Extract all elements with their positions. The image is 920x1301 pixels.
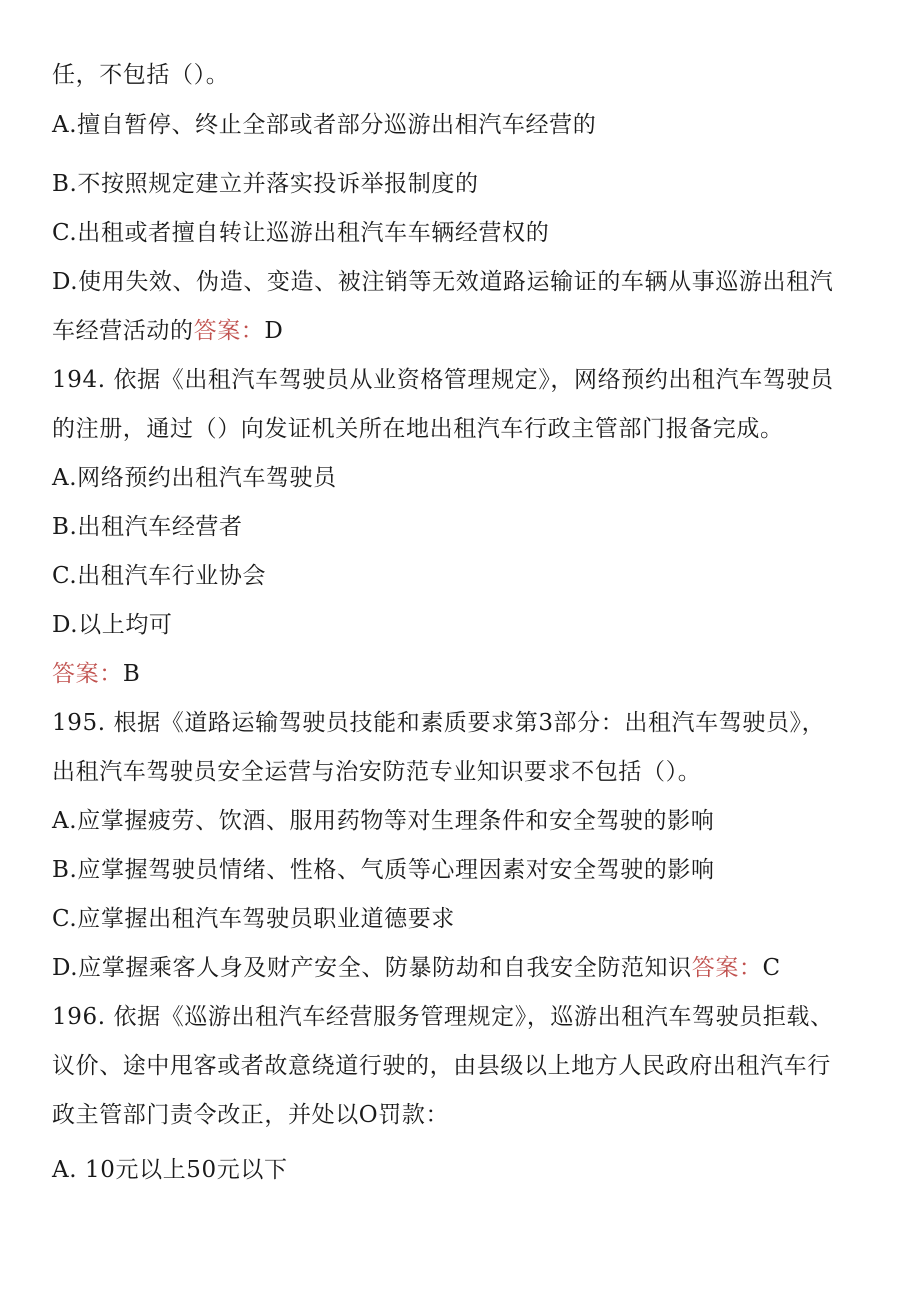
answer-label: 答案： [691, 955, 763, 981]
q195-stem-line2: 出租汽车驾驶员安全运营与治安防范专业知识要求不包括（）。 [52, 759, 702, 785]
q194-option-d: D.以上均可 [52, 612, 173, 638]
q194-stem-line1: 194. 依据《出租汽车驾驶员从业资格管理规定》，网络预约出租汽车驾驶员 [52, 367, 834, 393]
q195-option-b: B.应掌握驾驶员情绪、性格、气质等心理因素对安全驾驶的影响 [52, 857, 715, 883]
q196-stem-line1: 196. 依据《巡游出租汽车经营服务管理规定》，巡游出租汽车驾驶员拒载、 [52, 1004, 834, 1030]
q196-stem-line2: 议价、途中甩客或者故意绕道行驶的，由县级以上地方人民政府出租汽车行 [52, 1053, 831, 1079]
q194-option-c: C.出租汽车行业协会 [52, 563, 267, 589]
q195-option-d-text: D.应掌握乘客人身及财产安全、防暴防劫和自我安全防范知识 [52, 955, 692, 981]
q193-option-a: A.擅自暂停、终止全部或者部分巡游出相汽车经营的 [52, 112, 597, 138]
q193-stem-continuation: 任，不包括（）。 [52, 62, 230, 88]
answer-label: 答案： [52, 661, 123, 687]
q195-stem-line1: 195. 根据《道路运输驾驶员技能和素质要求第3部分：出租汽车驾驶员》， [52, 710, 826, 736]
q193-option-b: B.不按照规定建立并落实投诉举报制度的 [52, 171, 479, 197]
q193-option-c: C.出租或者擅自转让巡游出租汽车车辆经营权的 [52, 220, 550, 246]
q194-option-b: B.出租汽车经营者 [52, 514, 243, 540]
q195-option-a: A.应掌握疲劳、饮酒、服用药物等对生理条件和安全驾驶的影响 [52, 808, 715, 834]
q194-answer [52, 659, 872, 689]
answer-value: B [122, 661, 141, 687]
answer-value: C [762, 955, 781, 981]
answer-label: 答案： [193, 318, 265, 344]
q195-option-d [52, 953, 872, 983]
q194-stem-line2: 的注册，通过（）向发证机关所在地出租汽车行政主管部门报备完成。 [52, 416, 784, 442]
q195-option-c: C.应掌握出租汽车驾驶员职业道德要求 [52, 906, 455, 932]
q196-option-a: A. 10元以上50元以下 [52, 1157, 288, 1183]
q193-option-d-line1: D.使用失效、伪造、变造、被注销等无效道路运输证的车辆从事巡游出租汽 [52, 269, 834, 295]
answer-value: D [264, 318, 284, 344]
q196-stem-line3: 政主管部门责令改正，并处以O罚款： [52, 1102, 450, 1128]
q194-option-a: A.网络预约出租汽车驾驶员 [52, 465, 337, 491]
q193-option-d-text: 车经营活动的 [52, 318, 194, 344]
q193-option-d-line2 [52, 316, 872, 346]
